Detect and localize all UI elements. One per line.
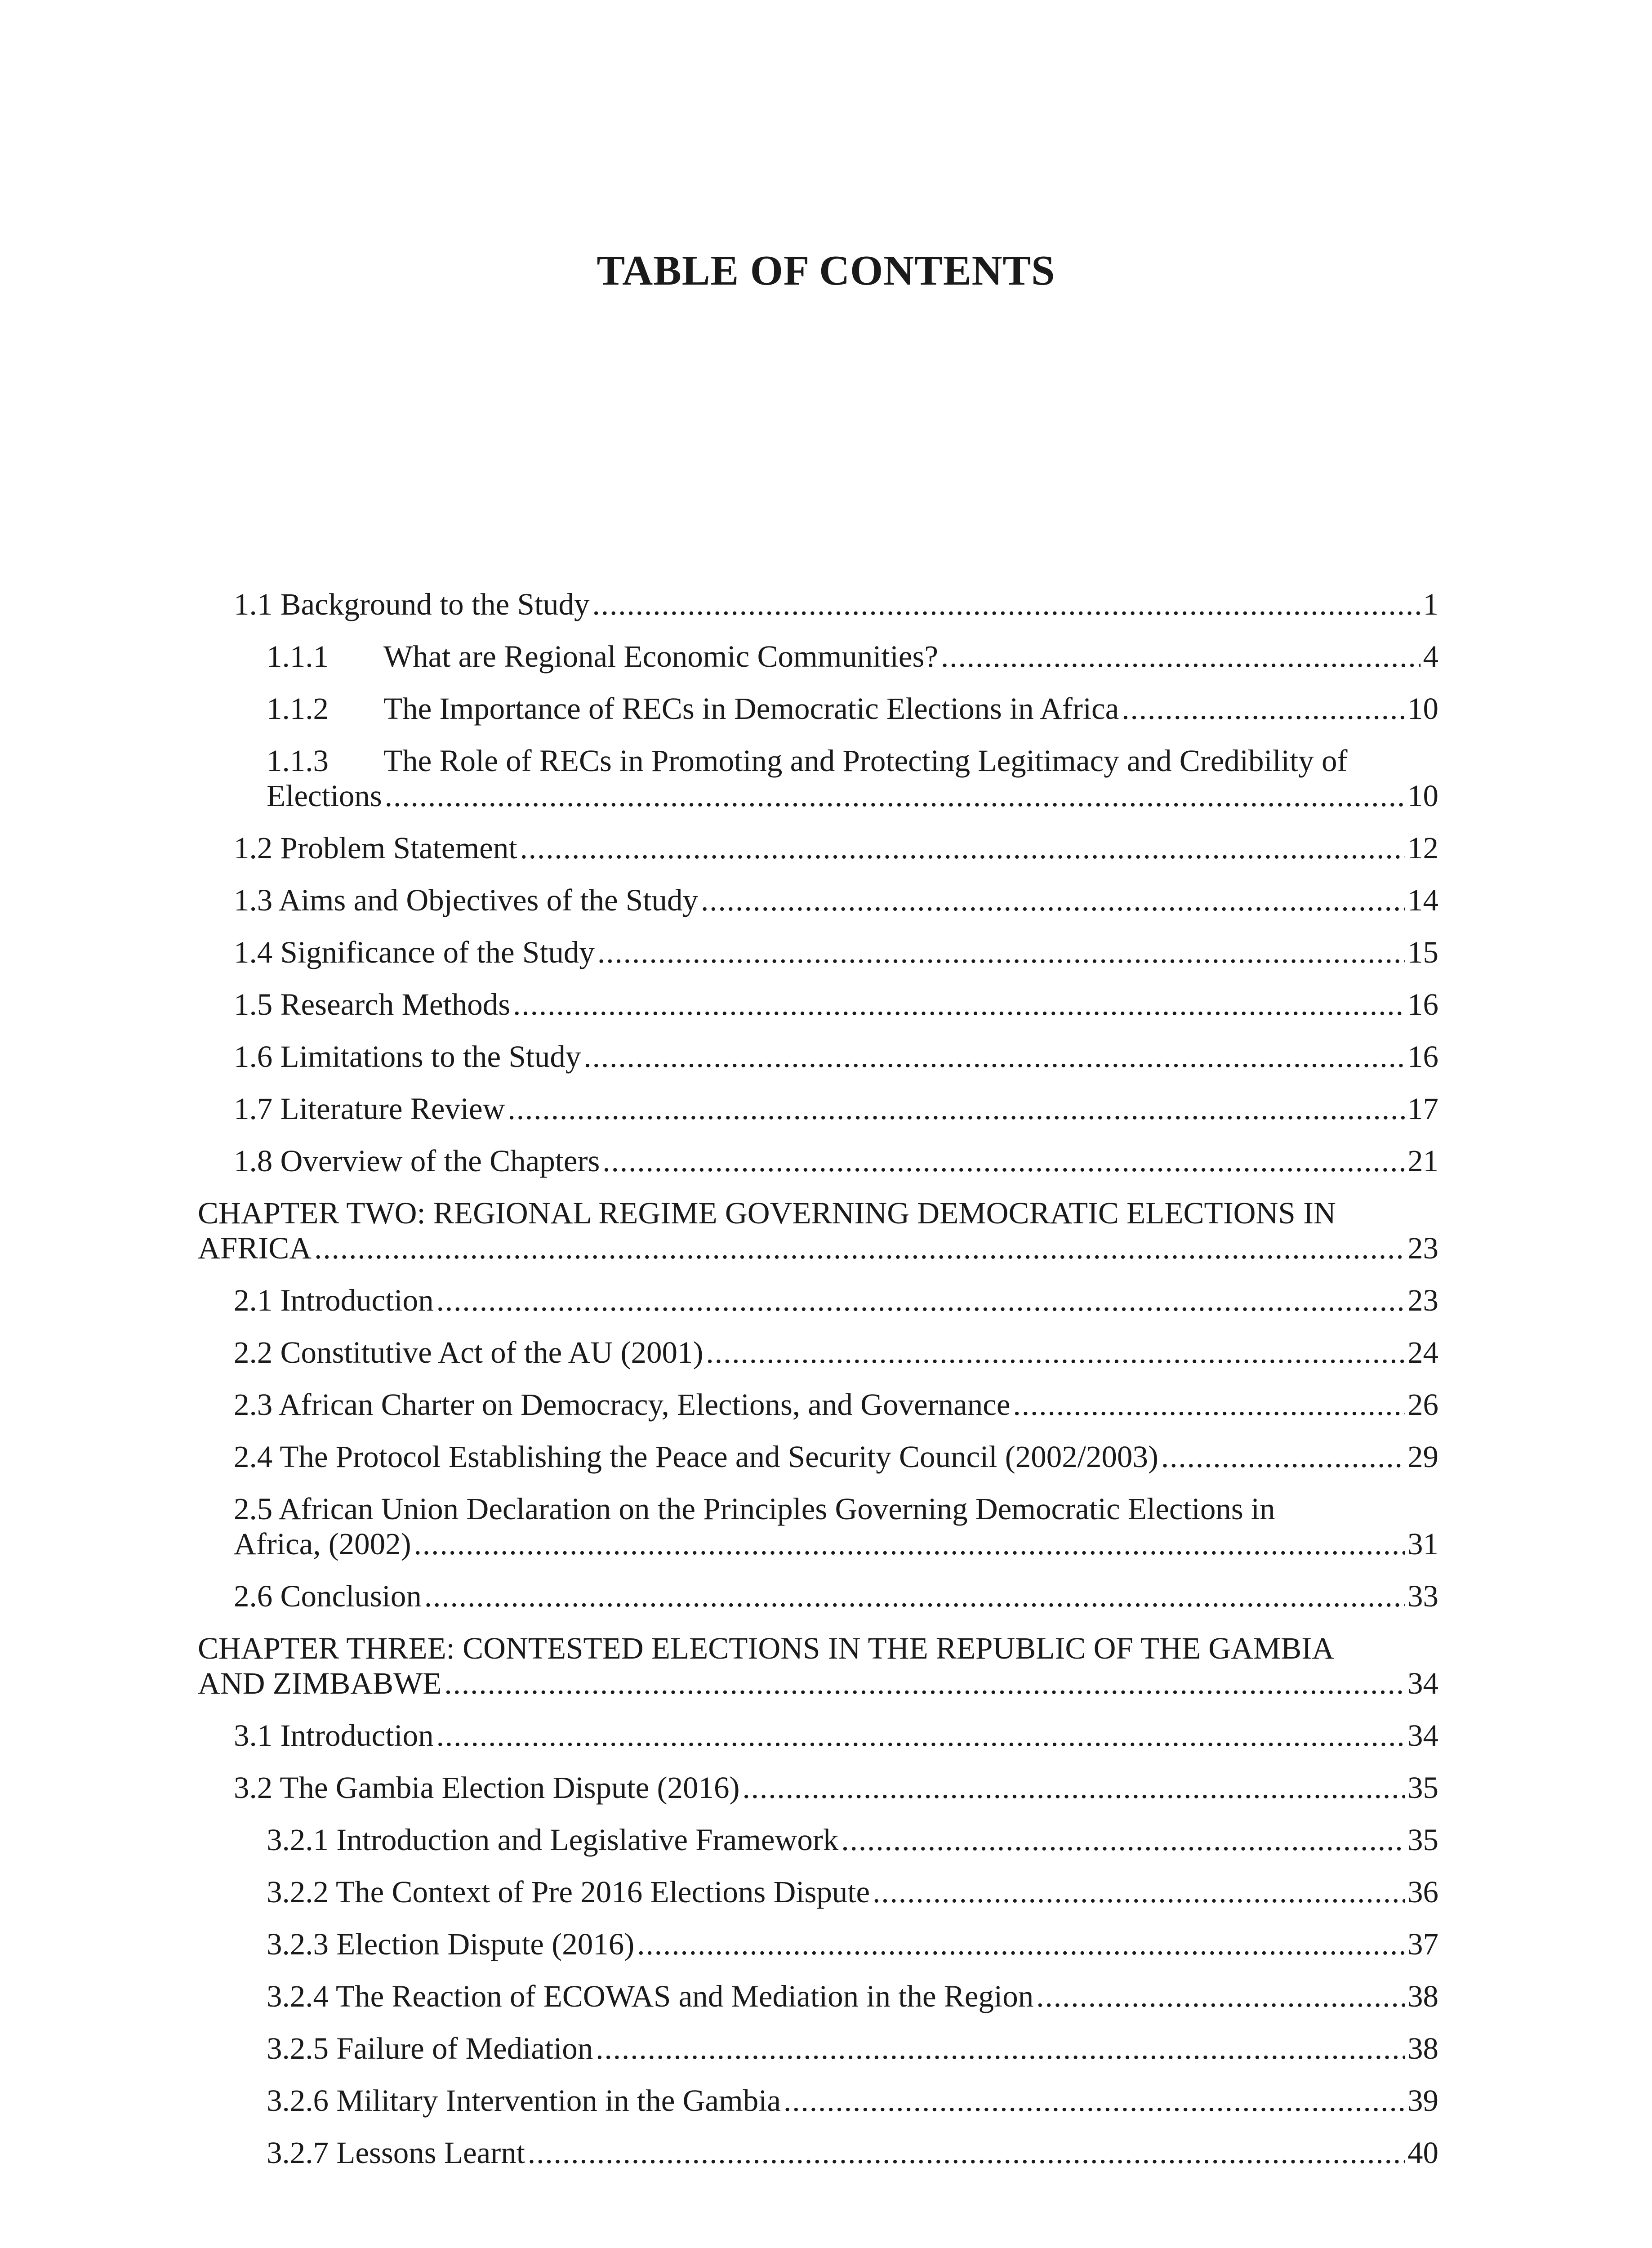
dot-leader: [742, 1770, 1405, 1805]
dot-leader: [513, 987, 1405, 1022]
toc-page-number: 10: [1407, 779, 1438, 813]
toc-page-number: 35: [1407, 1823, 1438, 1857]
toc-entry-title: [234, 987, 510, 1022]
toc-entry[interactable]: [198, 1718, 1438, 1753]
toc-entry-title: [267, 1927, 634, 1962]
toc-page-number: 35: [1407, 1771, 1438, 1805]
toc-entry-text: 3.2.2 The Context of Pre 2016 Elections Dispute: [267, 1875, 870, 1909]
toc-entry-continuation: AFRICA: [198, 1231, 312, 1265]
toc-page-number: 33: [1407, 1579, 1438, 1613]
toc-entry-title: [234, 1770, 739, 1805]
toc-entry-text: 3.1 Introduction: [234, 1718, 434, 1753]
toc-entry[interactable]: [198, 2031, 1438, 2066]
toc-page-number: 29: [1407, 1440, 1438, 1474]
dot-leader: [596, 2031, 1405, 2066]
toc-page-number: 34: [1407, 1666, 1438, 1700]
page-title: TABLE OF CONTENTS: [597, 247, 1055, 294]
dot-leader: [1122, 691, 1405, 726]
toc-entry-title: [267, 691, 1119, 726]
toc-entry[interactable]: [198, 830, 1438, 865]
dot-leader: [841, 1822, 1405, 1857]
toc-entry-title: [234, 883, 698, 918]
dot-leader: [1036, 1979, 1405, 2014]
toc-entry-title: [267, 2135, 525, 2170]
toc-entry[interactable]: [198, 1579, 1438, 1614]
toc-entry[interactable]: [198, 1927, 1438, 1962]
toc-entry-text: 1.5 Research Methods: [234, 987, 511, 1021]
toc-page-number: 40: [1407, 2136, 1438, 2170]
toc-entry-title: [267, 1979, 1033, 2014]
toc-entry-text: 3.2.6 Military Intervention in the Gambia: [267, 2083, 781, 2118]
toc-page-number: 31: [1407, 1527, 1438, 1561]
toc-entry-title: [234, 830, 517, 865]
toc-entry-title: [267, 743, 1438, 778]
dot-leader: [424, 1579, 1405, 1614]
toc-page-number: 24: [1407, 1335, 1438, 1369]
toc-page-number: 26: [1407, 1387, 1438, 1422]
dot-leader: [701, 883, 1405, 918]
toc-entry[interactable]: [198, 639, 1438, 674]
toc-entry-title: [234, 1491, 1438, 1526]
toc-entry-number: 1.1.2: [267, 691, 329, 726]
toc-entry-number: 1.1.3: [267, 744, 329, 778]
toc-entry-continuation: AND ZIMBABWE: [198, 1666, 442, 1700]
toc-page-number: 21: [1407, 1144, 1438, 1178]
toc-page-number: 38: [1407, 1979, 1438, 2013]
toc-entry-continuation: Africa, (2002): [234, 1527, 411, 1561]
toc-entry-text: The Role of RECs in Promoting and Protecting Legitimacy and Credibility of: [383, 744, 1348, 778]
toc-entry-text: 2.3 African Charter on Democracy, Elections, and Governance: [234, 1387, 1011, 1422]
dot-leader: [583, 1039, 1405, 1074]
toc-entry-title: [267, 639, 938, 674]
dot-leader: [436, 1718, 1405, 1753]
toc-entry-title: [234, 1387, 1011, 1422]
dot-leader: [602, 1143, 1405, 1178]
toc-page-number: 17: [1407, 1092, 1438, 1126]
toc-entry[interactable]: [198, 1387, 1438, 1422]
dot-leader: [1161, 1439, 1405, 1474]
toc-entry-title: [267, 1874, 870, 1909]
toc-entry[interactable]: [198, 2135, 1438, 2170]
toc-entry[interactable]: [198, 1091, 1438, 1126]
toc-entry[interactable]: [198, 1439, 1438, 1474]
toc-entry[interactable]: [198, 1770, 1438, 1805]
toc-entry[interactable]: [198, 1822, 1438, 1857]
toc-entry-title: [267, 2083, 781, 2118]
toc-entry[interactable]: [198, 1283, 1438, 1318]
toc-entry-text: 1.3 Aims and Objectives of the Study: [234, 883, 698, 917]
toc-entry[interactable]: [198, 691, 1438, 726]
toc-entry-text: 3.2 The Gambia Election Dispute (2016): [234, 1771, 740, 1805]
toc-entry-title: [198, 1195, 1438, 1231]
toc-entry-title: [234, 1579, 422, 1614]
toc-entry[interactable]: [198, 1335, 1438, 1370]
toc-entry[interactable]: [198, 587, 1438, 622]
toc-entry-text: 2.1 Introduction: [234, 1283, 434, 1317]
toc-page-number: 12: [1407, 831, 1438, 865]
dot-leader: [592, 587, 1420, 622]
toc-entry-text: CHAPTER TWO: REGIONAL REGIME GOVERNING DEMOCRATIC ELECTIONS IN: [198, 1196, 1336, 1230]
toc-entry[interactable]: [198, 883, 1438, 918]
toc-entry[interactable]: [198, 1143, 1438, 1178]
toc-entry-text: 1.6 Limitations to the Study: [234, 1039, 581, 1074]
toc-entry-title: [234, 1335, 704, 1370]
dot-leader: [784, 2083, 1405, 2118]
toc-page-number: 16: [1407, 987, 1438, 1021]
table-of-contents: [198, 587, 1438, 2187]
toc-entry[interactable]: [198, 987, 1438, 1022]
toc-entry-text: 3.2.4 The Reaction of ECOWAS and Mediation in the Region: [267, 1979, 1034, 2013]
dot-leader: [436, 1283, 1405, 1318]
dot-leader: [508, 1091, 1405, 1126]
dot-leader: [528, 2135, 1405, 2170]
toc-entry-text: 2.4 The Protocol Establishing the Peace and Security Council (2002/2003): [234, 1440, 1158, 1474]
toc-entry-text: 3.2.3 Election Dispute (2016): [267, 1927, 635, 1961]
toc-entry[interactable]: [198, 1979, 1438, 2014]
toc-entry-text: 1.7 Literature Review: [234, 1092, 505, 1126]
dot-leader: [637, 1927, 1405, 1962]
toc-entry-title: [234, 1718, 434, 1753]
dot-leader: [444, 1666, 1405, 1701]
toc-entry-text: 3.2.1 Introduction and Legislative Framework: [267, 1823, 839, 1857]
toc-entry[interactable]: [198, 1874, 1438, 1909]
toc-entry-text: 1.1 Background to the Study: [234, 587, 590, 621]
toc-entry-title: [267, 1822, 838, 1857]
toc-entry[interactable]: [198, 935, 1438, 970]
toc-page-number: 34: [1407, 1718, 1438, 1753]
toc-entry-title: [234, 1039, 581, 1074]
toc-entry[interactable]: [198, 1195, 1438, 1266]
toc-entry-title: [234, 1439, 1158, 1474]
toc-page-number: 36: [1407, 1875, 1438, 1909]
toc-page-number: 1: [1423, 587, 1438, 621]
toc-page-number: 38: [1407, 2031, 1438, 2065]
toc-entry[interactable]: [198, 2083, 1438, 2118]
toc-entry-text: 1.2 Problem Statement: [234, 831, 517, 865]
toc-page-number: 15: [1407, 935, 1438, 969]
dot-leader: [385, 778, 1405, 813]
toc-page-number: 10: [1407, 691, 1438, 726]
toc-entry-title: [234, 935, 595, 970]
toc-page-number: 4: [1423, 639, 1438, 674]
toc-page-number: 23: [1407, 1231, 1438, 1265]
toc-page-number: 16: [1407, 1039, 1438, 1074]
toc-entry-text: 2.5 African Union Declaration on the Principles Governing Democratic Elections in: [234, 1492, 1275, 1526]
toc-page-number: 39: [1407, 2083, 1438, 2118]
toc-entry-number: 1.1.1: [267, 639, 329, 674]
toc-entry[interactable]: [198, 1491, 1438, 1561]
toc-entry-text: CHAPTER THREE: CONTESTED ELECTIONS IN THE REPUBLIC OF THE GAMBIA: [198, 1631, 1335, 1665]
toc-entry-continuation: Elections: [267, 779, 382, 813]
toc-entry[interactable]: [198, 1039, 1438, 1074]
toc-entry-text: What are Regional Economic Communities?: [383, 639, 938, 674]
dot-leader: [414, 1526, 1405, 1561]
toc-entry-title: [267, 2031, 593, 2066]
toc-page-number: 37: [1407, 1927, 1438, 1961]
toc-entry[interactable]: [198, 1631, 1438, 1701]
toc-page-number: 14: [1407, 883, 1438, 917]
toc-entry-title: [234, 1091, 505, 1126]
dot-leader: [706, 1335, 1405, 1370]
toc-entry-text: 3.2.5 Failure of Mediation: [267, 2031, 593, 2065]
dot-leader: [314, 1231, 1405, 1266]
toc-entry-text: The Importance of RECs in Democratic Elections in Africa: [383, 691, 1119, 726]
dot-leader: [873, 1874, 1405, 1909]
toc-entry-title: [234, 1143, 600, 1178]
toc-entry-text: 2.2 Constitutive Act of the AU (2001): [234, 1335, 704, 1369]
toc-entry-text: 1.8 Overview of the Chapters: [234, 1144, 600, 1178]
toc-entry-text: 3.2.7 Lessons Learnt: [267, 2136, 525, 2170]
toc-entry-title: [234, 1283, 434, 1318]
dot-leader: [1013, 1387, 1405, 1422]
dot-leader: [520, 830, 1405, 865]
toc-page-number: 23: [1407, 1283, 1438, 1317]
dot-leader: [941, 639, 1420, 674]
toc-entry-title: [234, 587, 590, 622]
toc-entry[interactable]: [198, 743, 1438, 813]
dot-leader: [597, 935, 1405, 970]
toc-entry-title: [198, 1631, 1438, 1666]
toc-entry-text: 2.6 Conclusion: [234, 1579, 422, 1613]
toc-entry-text: 1.4 Significance of the Study: [234, 935, 595, 969]
